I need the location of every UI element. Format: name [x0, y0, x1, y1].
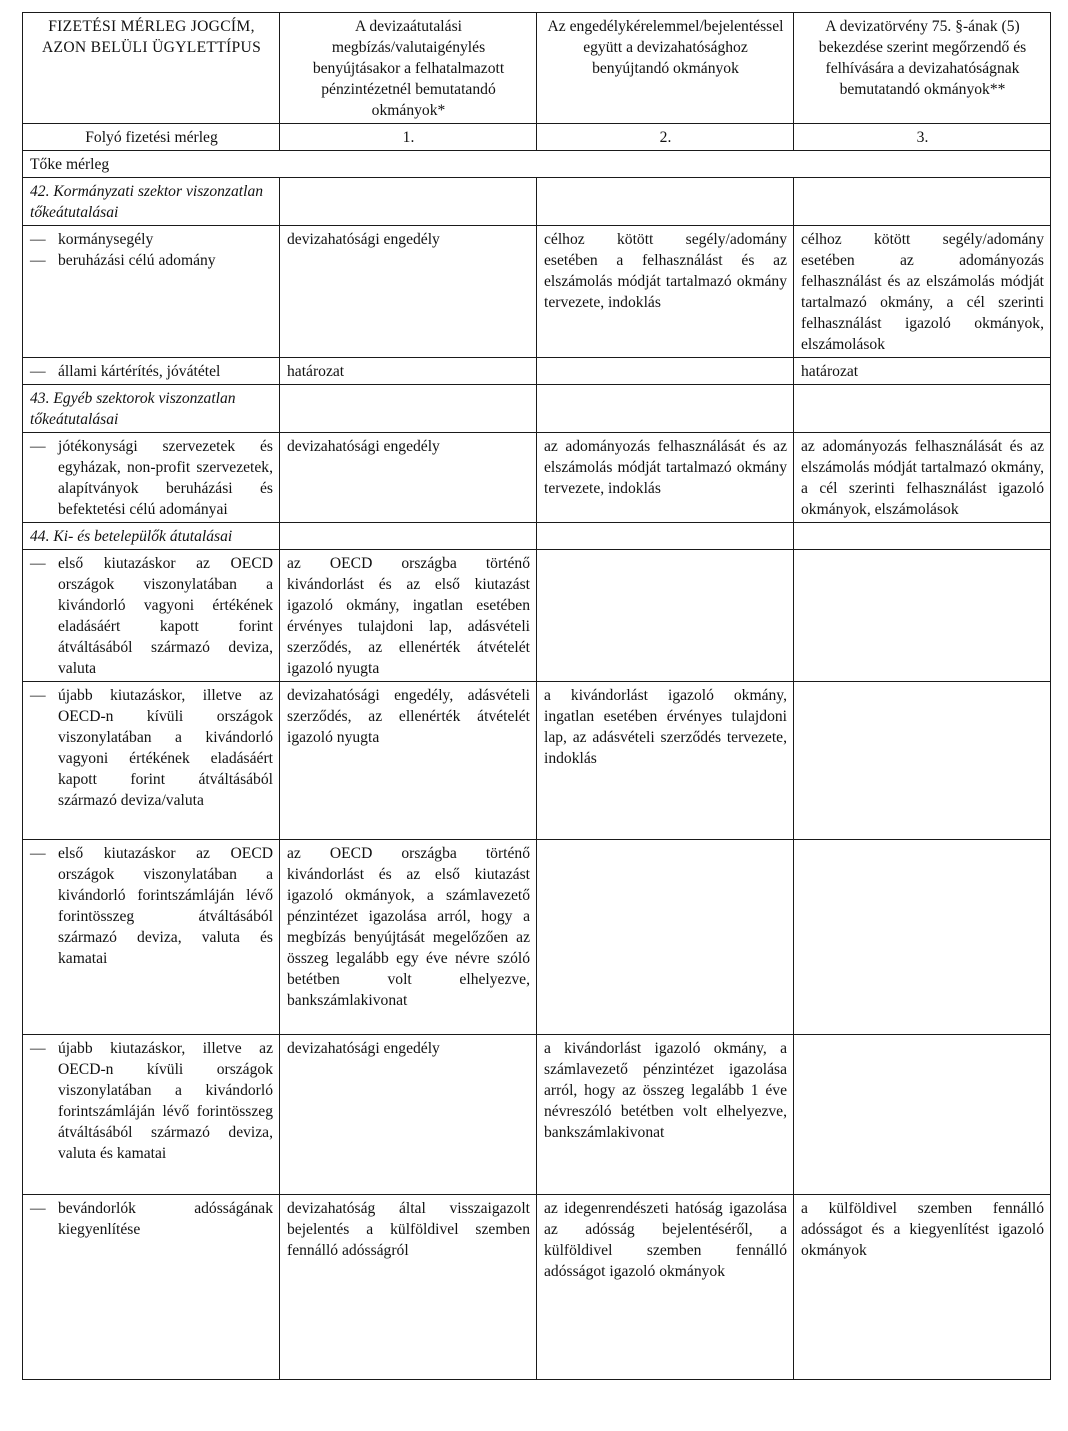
table-row [23, 1035, 1051, 1195]
item-cell [23, 1195, 280, 1380]
dash: — [30, 438, 46, 455]
cell-col-2: célhoz kötött segély/adomány esetében a felhasználást és az elszámolás módját tartalmazó okmány tervezete, indoklás [537, 226, 794, 358]
numbering-1: 1. [280, 124, 537, 151]
table-row [23, 682, 1051, 840]
group-heading-43: 43. Egyéb szektorok viszonzatlan tőkeátutalásai [23, 385, 280, 433]
cell-col-1: határozat [280, 358, 537, 385]
cell-col-2 [537, 358, 794, 385]
cell-col-3: az adományozás felhasználását és az elszámolás módját tartalmazó okmány, a cél szerinti felhasználást igazoló okmányok, elszámolások [794, 433, 1051, 523]
list-item [30, 685, 273, 811]
list-item [30, 1198, 273, 1240]
list-item [30, 1038, 273, 1164]
item-text: első kiutazáskor az OECD országok viszonylatában a kivándorló forintszámláján lévő forintösszeg átváltásából származó deviza, valuta és kamatai [58, 845, 273, 967]
item-text: első kiutazáskor az OECD országok viszonylatában a kivándorló vagyoni értékének eladásáért kapott forint átváltásából származó deviza, valuta [58, 555, 273, 677]
list-item [30, 436, 273, 520]
group-row-42 [23, 178, 1051, 226]
empty-cell [537, 385, 794, 433]
list-item [30, 250, 273, 271]
cell-col-3: határozat [794, 358, 1051, 385]
cell-col-3: célhoz kötött segély/adomány esetében az adományozás felhasználást és az elszámolás módját tartalmazó okmány, a cél szerinti felhasználást igazoló okmányok, elszámolások [794, 226, 1051, 358]
cell-col-2 [537, 550, 794, 682]
cell-col-3 [794, 550, 1051, 682]
document-table [22, 12, 1051, 1380]
dash: — [30, 231, 46, 248]
cell-col-1: devizahatósági engedély [280, 226, 537, 358]
section-row [23, 151, 1051, 178]
item-text: állami kártérítés, jóvátétel [58, 363, 221, 380]
cell-col-3 [794, 682, 1051, 840]
empty-cell [537, 523, 794, 550]
cell-col-2: a kivándorlást igazoló okmány, ingatlan esetében érvényes tulajdoni lap, az adásvételi szerződés tervezete, indoklás [537, 682, 794, 840]
cell-col-2: az adományozás felhasználását és az elszámolás módját tartalmazó okmány tervezete, indoklás [537, 433, 794, 523]
cell-col-1: az OECD országba történő kivándorlást és az első kiutazást igazoló okmányok, a számlavezető pénzintézet igazolása arról, hogy a megbízás benyújtását megelőzően az összeg legalább egy éve névre szóló betétben volt elhelyezve, bankszámlakivonat [280, 840, 537, 1035]
dash: — [30, 1040, 46, 1057]
cell-col-1: devizahatósági engedély [280, 433, 537, 523]
dash: — [30, 252, 46, 269]
empty-cell [280, 385, 537, 433]
item-cell [23, 358, 280, 385]
table-row [23, 433, 1051, 523]
cell-col-2: a kivándorlást igazoló okmány, a számlavezető pénzintézet igazolása arról, hogy az összeg legalább 1 éve névreszóló betétben volt elhelyezve, bankszámlakivonat [537, 1035, 794, 1195]
cell-col-1: az OECD országba történő kivándorlást és az első kiutazást igazoló okmány, ingatlan esetében érvényes tulajdoni lap, adásvételi szerződés, az ellenérték átvételét igazoló nyugta [280, 550, 537, 682]
item-cell [23, 840, 280, 1035]
dash: — [30, 363, 46, 380]
numbering-3: 3. [794, 124, 1051, 151]
table-row [23, 840, 1051, 1035]
list-item [30, 361, 273, 382]
cell-col-3 [794, 840, 1051, 1035]
item-cell [23, 682, 280, 840]
group-heading-42: 42. Kormányzati szektor viszonzatlan tőkeátutalásai [23, 178, 280, 226]
item-text: bevándorlók adósságának kiegyenlítése [58, 1200, 273, 1238]
item-text: beruházási célú adomány [58, 252, 216, 269]
dash: — [30, 687, 46, 704]
empty-cell [280, 523, 537, 550]
item-text: újabb kiutazáskor, illetve az OECD-n kívüli országok viszonylatában a kivándorló vagyoni értékének eladásáért kapott forint átváltásából származó deviza/valuta [58, 687, 273, 809]
list-item [30, 229, 273, 250]
dash: — [30, 845, 46, 862]
item-text: újabb kiutazáskor, illetve az OECD-n kívüli országok viszonylatában a kivándorló forintszámláján lévő forintösszeg átváltásából származó deviza, valuta és kamatai [58, 1040, 273, 1162]
numbering-row [23, 124, 1051, 151]
header-col-title: FIZETÉSI MÉRLEG JOGCÍM, AZON BELÜLI ÜGYLETTÍPUS [23, 13, 280, 124]
group-row-43 [23, 385, 1051, 433]
table-row [23, 1195, 1051, 1380]
header-col-2: Az engedélykérelemmel/bejelentéssel együtt a devizahatósághoz benyújtandó okmányok [537, 13, 794, 124]
dash: — [30, 555, 46, 572]
table-row [23, 226, 1051, 358]
cell-col-3: a külföldivel szemben fennálló adósságot és a kiegyenlítést igazoló okmányok [794, 1195, 1051, 1380]
dash: — [30, 1200, 46, 1217]
item-cell [23, 226, 280, 358]
section-title: Tőke mérleg [23, 151, 1051, 178]
empty-cell [794, 523, 1051, 550]
table-row [23, 358, 1051, 385]
empty-cell [537, 178, 794, 226]
list-item [30, 843, 273, 969]
empty-cell [794, 385, 1051, 433]
cell-col-2 [537, 840, 794, 1035]
header-col-1: A devizaátutalási megbízás/valutaigénylés benyújtásakor a felhatalmazott pénzintézetnél bemutatandó okmányok* [280, 13, 537, 124]
item-cell [23, 1035, 280, 1195]
cell-col-3 [794, 1035, 1051, 1195]
empty-cell [794, 178, 1051, 226]
numbering-label: Folyó fizetési mérleg [23, 124, 280, 151]
group-row-44 [23, 523, 1051, 550]
table-row [23, 550, 1051, 682]
header-row [23, 13, 1051, 124]
cell-col-1: devizahatósági engedély, adásvételi szerződés, az ellenérték átvételét igazoló nyugta [280, 682, 537, 840]
empty-cell [280, 178, 537, 226]
group-heading-44: 44. Ki- és betelepülők átutalásai [23, 523, 280, 550]
item-cell [23, 433, 280, 523]
item-text: kormánysegély [58, 231, 154, 248]
cell-col-1: devizahatósági engedély [280, 1035, 537, 1195]
item-text: jótékonysági szervezetek és egyházak, non-profit szervezetek, alapítványok beruházási és befektetési célú adományai [58, 438, 273, 518]
cell-col-1: devizahatóság által visszaigazolt bejelentés a külföldivel szemben fennálló adósságról [280, 1195, 537, 1380]
header-col-3: A devizatörvény 75. §-ának (5) bekezdése szerint megőrzendő és felhívására a devizahatóságnak bemutatandó okmányok** [794, 13, 1051, 124]
item-cell [23, 550, 280, 682]
cell-col-2: az idegenrendészeti hatóság igazolása az adósság bejelentéséről, a külföldivel szemben fennálló adósságot igazoló okmányok [537, 1195, 794, 1380]
list-item [30, 553, 273, 679]
numbering-2: 2. [537, 124, 794, 151]
